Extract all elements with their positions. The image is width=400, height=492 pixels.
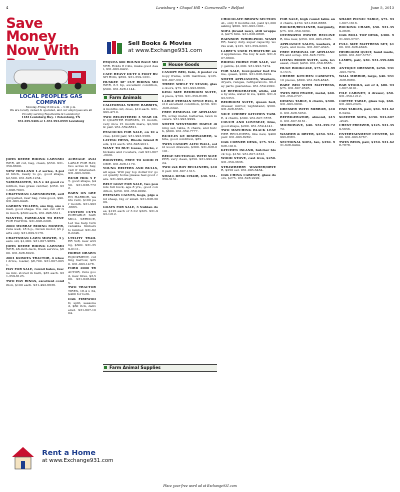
- classified-ad: OAK FIREWOOD, split, seasoned, $60 rick, delivered. 931-607-1004.: [68, 296, 96, 316]
- classified-ad: HORSE DRAWN EQUIPMENT, cutting harrow, $250. 931-993-1478.: [68, 251, 96, 266]
- page-number: 4: [6, 6, 9, 10]
- classified-ad: HEIRLOOM QUILT, hand made, $200. 931-607-5757.: [339, 49, 394, 58]
- classified-ad: HAY FOR SALE, round bales, fescue mix, stored in barn, $35 each. 931-359-6125.: [6, 267, 64, 279]
- classified-ad: FULL SIZE MATTRESS SET, $100. 931-628-4646.: [339, 41, 394, 50]
- classified-ad: OVERSIZED POWER RECLINER, like new, $350. 931-993-2626.: [280, 33, 335, 41]
- classified-ad: WALL MIRROR, large, $40. 931-628-8080.: [339, 74, 394, 82]
- classified-ad: ROCKER/RECLINER, burgundy, $75. 931-359-3030.: [280, 25, 335, 33]
- sell-books-ad: [104, 38, 224, 58]
- classified-ad: ACREAGE AVAILABLE FOR HAY, two acres in hay, call if interested. 931-993-3200.: [68, 158, 96, 176]
- classified-ad: STRAWBERRY WASHER/DRYER, $250 set. 931-993-6464.: [221, 164, 276, 173]
- classified-ad: BEIGE SECTIONAL WITH SLEEPER, very clean, $350. 931-993-2424.: [162, 153, 217, 165]
- classified-ad: DRESSER WITH MIRROR, $100. 931-628-5050.: [280, 107, 335, 115]
- classified-ad: JOHN DEERE RIDING LAWNMOWER, 46-inch deck, fresh service, $600. 931-628-8020.: [6, 243, 64, 255]
- classified-ad: GE REFRIGERATOR, white, side by side, water & ice, $400. 931-993-5353.: [221, 88, 276, 100]
- classified-ad: FOR SALE, four-poster bed frame, queen, $200. 931-628-3434.: [221, 68, 276, 77]
- classified-ad: CHOCOLATE BROWN SECTIONAL, only 8 months old, paid $1,200 asking $600. 931-993-1001.: [221, 18, 276, 29]
- classified-ad: COFFEE TABLE, glass top, $60. 931-993-2323.: [339, 98, 394, 107]
- classified-ad: FREE REMOVAL OF APPLIANCES and scrap. 931-628-7070.: [280, 49, 335, 58]
- company-line: We are locally owned & operated, and our employees are all: [9, 108, 93, 113]
- classified-ad: DINING TABLE, 6 chairs, $300. 931-993-3939.: [280, 98, 335, 107]
- classified-ad: WANT TO BUY: Geese, ducks, chickens and roosters, call 931-607-2020.: [103, 146, 158, 158]
- classified-ad: OAK ROLL TOP DESK, $300. 931-993-3737.: [339, 33, 394, 41]
- classified-ad: CAVE HEAVY DUTY 6 FOOT BUSH HOG, $650. 931-359-1231.: [103, 71, 158, 80]
- classified-ad: MICROWAVE, $40. 931-359-7272.: [280, 123, 335, 131]
- classified-ad: GARDEN TILLERS, one big, one small, good shape. You can cut off rim much, $300 each, 931-998-3611.: [6, 203, 64, 216]
- classified-ad: YARDMASTER, 16.5 x 42 good condition, has grass catcher, $350. 931-698-7003.: [6, 180, 64, 192]
- category-header-farm-animal-supplies: [103, 364, 217, 372]
- classified-ad: ANTIQUE DRESSER, $250. 931-993-7979.: [339, 66, 394, 74]
- page-footer: Place your free word ad at Exchange931.com: [163, 484, 237, 488]
- house-icon: [10, 445, 36, 471]
- classified-ad: REFRIGERATOR, almond, $150. 931-607-6161.: [280, 115, 335, 123]
- classified-ad: PEQUEA 600 ROUND BALE MOVER. Holds 8 rolls, make good deal, 931-993-0422.: [103, 61, 158, 72]
- classified-ad: KITCHEN ISLAND, butcher block top, $150. 931-607-2323.: [221, 148, 276, 156]
- classified-ad: CUSTOM CUTS PORTABLE SAWMILL SERVICE, Let me help turn valuable timbers to lumber. 931-628-2246.: [68, 209, 96, 236]
- classified-ad: BARN ON GREEN HARBOR, wants rent, $100 per month. 931-993-6665.: [68, 191, 96, 210]
- category-label: Farm Animals: [109, 94, 142, 100]
- classified-ad: FORD 2000 TRACTOR, runs good, new tires, $3,500. 931-628-0945.: [68, 266, 96, 285]
- rent-title: Rent a Home: [42, 448, 96, 457]
- category-label: Farm Animal Supplies: [109, 365, 161, 370]
- classified-ad: SMITH WESTMORE MAPLE dining set, table, 6 chairs, and hutch, $600. 931-359-7777.: [162, 121, 217, 134]
- bullet-icon: [163, 63, 166, 66]
- classified-ad: BUILT-IN GE DISHWASHER, white, good condition, $85.: [162, 133, 217, 142]
- classified-column: [68, 158, 96, 428]
- classified-column: [6, 158, 64, 428]
- classified-ad: BEDROOM SUITE, queen bed, dresser, mirror, nightstand, $500. 931-628-6565.: [221, 100, 276, 112]
- category-header-farm-animals: [103, 94, 158, 102]
- classified-ad: SMALL DESK CHAIR, $30. 931-359-5151.: [162, 173, 217, 182]
- classified-ad: THREE SHELF TV STAND, glass doors, $75. 931-993-6666.: [162, 82, 217, 90]
- company-line: Proudly serving Fayetteville & Lewisburg!: [22, 111, 80, 116]
- classified-ad: HUSKEE 38" CUT RIDING MOWER, 6.5 hp, excellent condition, $500. 931-628-1144.: [103, 79, 158, 92]
- classified-ad: WANTED, FARMLAND TO RENT FOR HAYING. 931-698-2208.: [6, 215, 64, 224]
- classified-ad: LIVING ROOM SUITE, sofa, loveseat, chair, $450. 931-359-8585.: [280, 57, 335, 66]
- classified-ad: TWO HAY RINGS, excellent condition, $100 each. 931-492-6636.: [6, 278, 64, 287]
- classified-ad: SLEEPER SOFA, $150. 931-607-4545.: [339, 115, 394, 123]
- company-name: LOCAL PEOPLES GAS COMPANY: [19, 94, 83, 106]
- classified-ad: SOFA (brand new), still wrapped, $475 firm. 931-628-0808.: [221, 28, 276, 37]
- ad-headline: Save Money: [6, 16, 57, 45]
- classified-ad: CALIFORNIA WHITE RABBITS, 4 months old, does, $10 each. 931-993-4710.: [103, 102, 158, 115]
- classified-ad: NEW HOLLAND 1.2 series, 3-point hitch, ready to go, good shape, $2,500. 931-628-1234.: [6, 168, 64, 180]
- classified-ad: PEACOCKS FOR SALE, on 10 acres, $100 pair, 931-993-5566.: [103, 129, 158, 138]
- classified-column: [103, 61, 158, 361]
- classified-ad: WASHER & DRYER, $250. 931-993-8383.: [280, 131, 335, 140]
- classified-ad: HUGE BOOKCASE, $75. 931-993-1515.: [280, 66, 335, 74]
- company-line: Monday-Friday 8:00 a.m. – 5:00 p.m.: [25, 105, 77, 109]
- classified-ad: CHEST FREEZER, $125. 931-359-5656.: [339, 123, 394, 131]
- classified-ad: LARGE PERSIAN STYLE RUG, 8x10 excellent condition, $150. 931-628-2242.: [162, 98, 217, 110]
- bullet-icon: [104, 96, 107, 99]
- page-header: [6, 4, 394, 12]
- category-header-house-goods: [162, 61, 217, 69]
- classified-ad: LARRY'S USED FURNITURE and appliances. We buy & sell. 931-607-6600.: [221, 48, 276, 60]
- classified-ad: SMITH APPLIANCES, Washers, dryers, ranges, refrigerators. 90-day parts guarantee. 931-359-2020.: [221, 76, 276, 88]
- classified-ad: RIDING HORSE FOR SALE, very gentle, $1,000. 931-993-7474.: [221, 60, 276, 68]
- classified-ad: ENTERTAINMENT CENTER, $100. 931-993-6767.: [339, 131, 394, 140]
- classified-ad: 2001 KUBOTA TRACTOR, 4 wheel drive, loader, $8,700. 931-607-0051.: [6, 255, 64, 267]
- category-label: House Goods: [168, 62, 200, 67]
- classified-ad: TWO REGISTERED 3 YEAR OLD QUARTER HORSES, 15 month, very nice 15 month mare, $2,500 & pair. 931-359-8821.: [103, 114, 158, 130]
- issue-date: June 5, 2013: [370, 6, 394, 10]
- company-line: 1183 Lewisburg Hwy. • Petersburg, TN: [21, 115, 81, 120]
- classified-ad: FREE REMOVAL OF APPLIANCES, scrap metal, batteries, lawn mowers. 931-993-9999.: [162, 110, 217, 122]
- classified-column: [162, 61, 217, 361]
- classified-ad: SECTIONAL SOFA, tan, $350. 931-628-9494.: [280, 139, 335, 148]
- classified-ad: BABY BED WITH MATTRESS, $75. 931-607-9595.: [280, 82, 335, 91]
- company-line: 931-659-9406 or 1-931-993-0999 Lewisburg: [17, 118, 85, 123]
- classified-ad: LAMPS, pair, $30. 931-359-6868.: [339, 57, 394, 66]
- classified-ad: RAINBOW WHIRLPOOL WASHER, heavy duty, super capacity, works well, $125. 931-359-0203.: [221, 36, 276, 49]
- rent-url[interactable]: at www.Exchange931.com: [42, 458, 114, 464]
- propane-truck-icon: [6, 60, 96, 94]
- classified-ad: TWIN CANOPY ALTO WALL, solid wood drawers, $300. 931-628-0101.: [162, 141, 217, 153]
- classified-column: [280, 18, 335, 478]
- classified-ad: ROOSTERS, FREE TO GOOD HOME. 931-628-1170.: [103, 158, 158, 166]
- books-icon: [106, 40, 124, 55]
- classified-ad: 2000 MURRAY RIDING MOWER, runs well, 18 h.p., blown motor, $5 parts only. 931-609-5176.: [6, 223, 64, 235]
- classified-ad: GOATS FOR SALE, 3 Nubian does, $125 each or 3 for $325. 931-993-1212.: [103, 205, 158, 217]
- classified-ad: TWO TRACTOR TIRES, 18.4 x 34, $400 for both.: [68, 285, 96, 297]
- classified-ad: COUCH AND LOVESEAT, blue, good shape, $200. 931-359-4141.: [221, 120, 276, 128]
- ad-subheadline: Now With: [6, 43, 79, 59]
- gas-company-block: [6, 94, 96, 123]
- sell-books-url[interactable]: at www.Exchange931.com: [128, 48, 203, 54]
- classified-ad: SHADE PICNIC TABLE, $75. 931-607-1616.: [339, 18, 394, 25]
- publication-towns: Lewisburg • Chapel Hill • Cornersville • Belfast: [156, 6, 244, 10]
- classified-ad: PEEWAIN CALVES, hogs, pigs and sheep, big or small. 931-628-3009.: [103, 193, 158, 205]
- classified-ad: TWO 2x4 BOY RECLINERS, $100 pair. 931-607-1313.: [162, 165, 217, 173]
- classified-ad: ROCKING CHAIR, $50. 931-359-2828.: [339, 25, 394, 33]
- classified-ad: CANOPY BED, twin, 4 poster canopy frame, with mattress, $125. 931-607-3311.: [162, 70, 217, 82]
- classified-ad: BELT GOAT FOR SALE, two pounds full buck, age 8 yrs., good condition, $250. 931-359-9099.: [103, 181, 158, 193]
- classified-ad: OAK CHINA CABINET, glass doors, $275. 931-628-9292.: [221, 172, 276, 181]
- rent-a-home-ad: [10, 445, 130, 473]
- classified-ad: TWIN BEDS, pair, $150. 931-628-7878.: [339, 139, 394, 148]
- bullet-icon: [104, 366, 107, 369]
- classified-ad: NICE CHERRY KITCHEN TABLE, 4 chairs, $300. 931-607-7878.: [221, 111, 276, 120]
- classified-ad: BUSH HOG 5 FT, good shape, $450. 931-638-7722.: [68, 175, 96, 191]
- classified-ad: YOUNG HEIFERS AND BULLS, all ages. Will pay top dollar for good quality horse please feel good care. 931-993-4545.: [103, 166, 158, 181]
- classified-ad: KING SIZE BEDROOM SUITE, 4 piece, $700. 931-359-8188.: [162, 90, 217, 98]
- classified-ad: UTILITY TRAILER 5x8, new wiring, $300. 931-359-0111.: [68, 235, 96, 251]
- classified-ad: APPLIANCE SALES, washers, dryers, and more. 931-607-4545.: [280, 41, 335, 50]
- classified-ad: LAYING HENS, Rhode Island Reds, $12 each. 931-628-9011.: [103, 138, 158, 146]
- classified-ad: CHERRY KITCHEN CABINETS, 10 pieces, $800. 931-628-4848.: [280, 74, 335, 82]
- classified-column: [221, 18, 276, 478]
- classified-column: [339, 18, 394, 478]
- classified-ad: OAK CORNER DESK, $75. 931-628-1919.: [221, 140, 276, 148]
- classified-ad: CRAFTSMAN LAWN MOWER, 3 years old, $1,000. 931-607-9889.: [6, 235, 64, 244]
- classified-ad: TWO MATCHING BLACK LEATHER RECLINERS, like new, $400 pair. 931-993-8282.: [221, 128, 276, 140]
- classified-ad: BAR STOOLS, set of 4, $80. 931-607-9191.: [339, 82, 394, 91]
- classified-ad: FILE CABINET, 4 drawer, $50. 931-359-1212.: [339, 90, 394, 99]
- sell-books-title: Sell Books & Movies: [128, 41, 192, 47]
- classified-ad: FOR SALE, high round table and chairs, $150. 931-628-8888.: [280, 18, 335, 25]
- classified-ad: TWIN BED FRAME, metal, $40. 931-359-2727.: [280, 90, 335, 99]
- classified-ad: END TABLES, pair, $50. 931-628-3434.: [339, 107, 394, 115]
- classified-ad: JOHN DEERE RIDING LAWNMOWER, 48 cut, bag, clean, $550. 931-359-6600.: [6, 158, 64, 169]
- classified-ad: CRAFTSMAN LAWNMOWER, self-propelled, rear bag, runs good, $90. 931-993-9446.: [6, 192, 64, 204]
- classified-ad: WOOD STOVE, cast iron, $250. 931-359-3636.: [221, 156, 276, 164]
